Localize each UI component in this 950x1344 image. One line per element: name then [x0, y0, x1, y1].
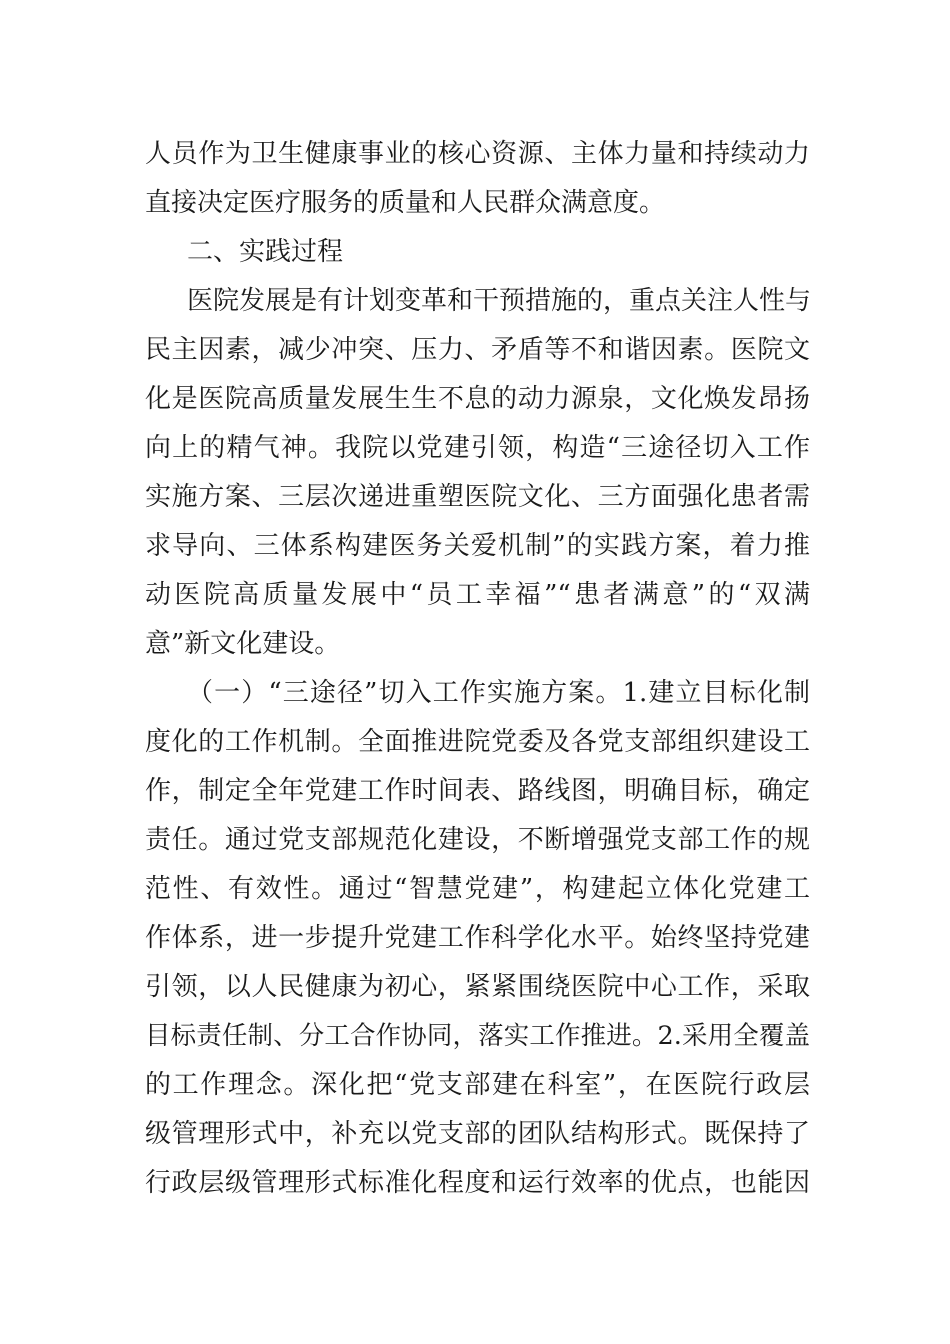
- text-line: 作体系，进一步提升党建工作科学化水平。始终坚持党建: [145, 923, 810, 953]
- section-heading: 二、实践过程: [187, 237, 344, 267]
- text-line: 向上的精气神。我院以党建引领，构造“三途径切入工作: [145, 433, 810, 463]
- text-line: 人员作为卫生健康事业的核心资源、主体力量和持续动力: [145, 139, 810, 169]
- text-line: 作，制定全年党建工作时间表、路线图，明确目标，确定: [145, 776, 810, 806]
- text-line: 范性、有效性。通过“智慧党建”，构建起立体化党建工: [145, 874, 810, 904]
- text-line: 级管理形式中，补充以党支部的团队结构形式。既保持了: [145, 1119, 810, 1149]
- text-line: 意”新文化建设。: [145, 629, 341, 659]
- text-line: 动医院高质量发展中“员工幸福”“患者满意”的“双满: [145, 580, 810, 610]
- text-line: 医院发展是有计划变革和干预措施的，重点关注人性与: [187, 286, 812, 316]
- text-line: 化是医院高质量发展生生不息的动力源泉，文化焕发昂扬: [145, 384, 810, 414]
- text-line: 的工作理念。深化把“党支部建在科室”，在医院行政层: [145, 1070, 810, 1100]
- text-line: 责任。通过党支部规范化建设，不断增强党支部工作的规: [145, 825, 810, 855]
- text-line: 行政层级管理形式标准化程度和运行效率的优点，也能因: [145, 1168, 810, 1198]
- text-line: 度化的工作机制。全面推进院党委及各党支部组织建设工: [145, 727, 810, 757]
- text-line: （一）“三途径”切入工作实施方案。1.建立目标化制: [187, 678, 810, 708]
- text-line: 直接决定医疗服务的质量和人民群众满意度。: [145, 188, 666, 218]
- body-text: [145, 130, 810, 1208]
- text-line: 实施方案、三层次递进重塑医院文化、三方面强化患者需: [145, 482, 810, 512]
- text-line: 民主因素，减少冲突、压力、矛盾等不和谐因素。医院文: [145, 335, 810, 365]
- text-line: 求导向、三体系构建医务关爱机制”的实践方案，着力推: [145, 531, 810, 561]
- text-line: 目标责任制、分工合作协同，落实工作推进。2.采用全覆盖: [145, 1021, 810, 1051]
- text-line: 引领，以人民健康为初心，紧紧围绕医院中心工作，采取: [145, 972, 810, 1002]
